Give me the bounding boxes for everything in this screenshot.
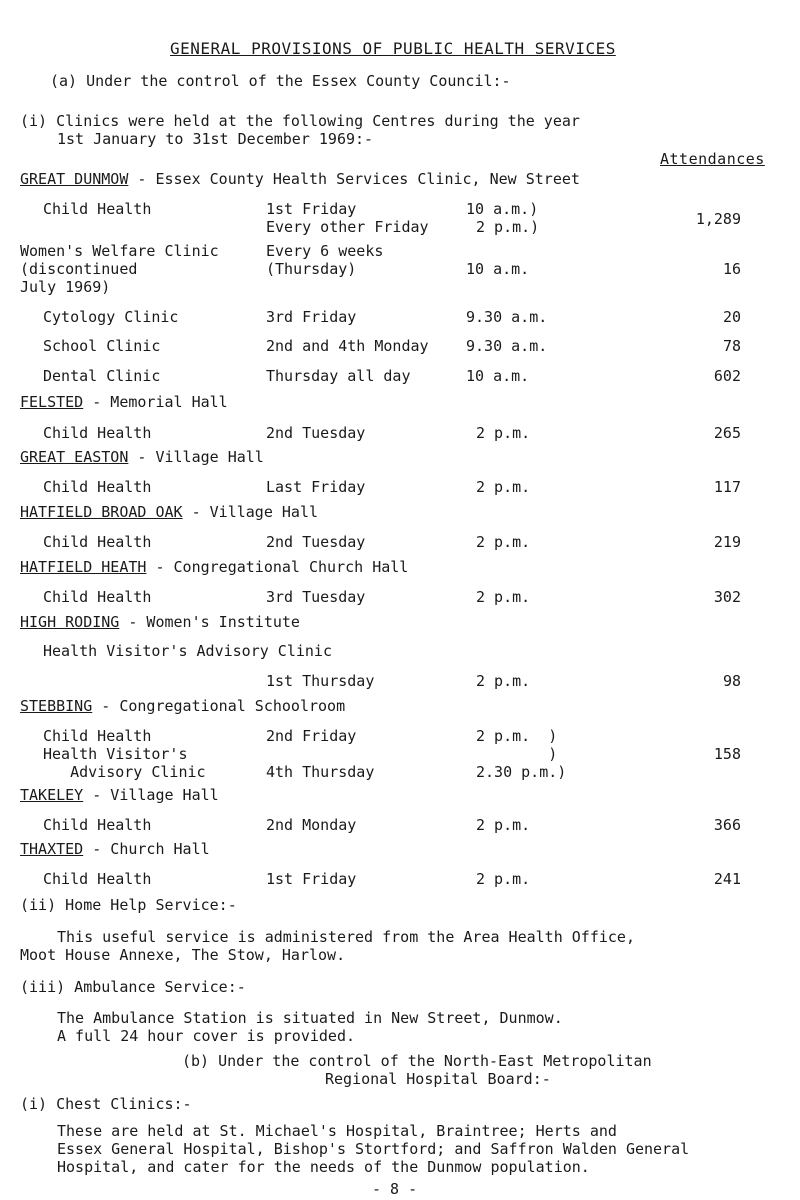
time-label: 2 p.m. xyxy=(476,533,531,551)
centre-place: FELSTED xyxy=(20,393,84,411)
ambulance-heading: (iii) Ambulance Service:- xyxy=(20,978,246,996)
day-label: (Thursday) xyxy=(266,260,357,278)
time-label: 9.30 a.m. xyxy=(466,308,548,326)
attendances-header: Attendances xyxy=(660,150,765,168)
time-label: ) xyxy=(476,745,558,763)
attendance-value: 20 xyxy=(722,308,741,326)
centre-heading xyxy=(20,503,318,521)
service-label: Child Health xyxy=(43,200,152,218)
service-label: Child Health xyxy=(43,727,152,745)
attendance-value: 302 xyxy=(713,588,741,606)
attendance-value: 98 xyxy=(722,672,741,690)
chest-clinics-heading: (i) Chest Clinics:- xyxy=(20,1095,192,1113)
centre-heading xyxy=(20,393,228,411)
day-label: 1st Friday xyxy=(266,200,357,218)
centre-venue: - Essex County Health Services Clinic, New Street xyxy=(128,170,580,188)
day-label: Thursday all day xyxy=(266,367,411,385)
chest-clinics-text-line-1: These are held at St. Michael's Hospital, Braintree; Herts and xyxy=(57,1122,617,1140)
service-label: School Clinic xyxy=(43,337,161,355)
day-label: 3rd Tuesday xyxy=(266,588,366,606)
time-label: 2 p.m. ) xyxy=(476,727,558,745)
day-label: 3rd Friday xyxy=(266,308,357,326)
attendance-value: 78 xyxy=(722,337,741,355)
attendance-value: 1,289 xyxy=(695,210,741,228)
attendance-value: 219 xyxy=(713,533,741,551)
time-label: 9.30 a.m. xyxy=(466,337,548,355)
service-label: Health Visitor's Advisory Clinic xyxy=(43,642,332,660)
clinics-intro-line-2: 1st January to 31st December 1969:- xyxy=(57,130,374,148)
centre-heading xyxy=(20,697,345,715)
service-label: July 1969) xyxy=(20,278,111,296)
centre-place: HIGH RODING xyxy=(20,613,120,631)
attendance-value: 265 xyxy=(713,424,741,442)
day-label: 2nd Monday xyxy=(266,816,357,834)
time-label: 2 p.m. xyxy=(476,588,531,606)
service-label: Child Health xyxy=(43,533,152,551)
time-label: 2.30 p.m.) xyxy=(476,763,567,781)
day-label: 2nd Tuesday xyxy=(266,533,366,551)
service-label: Child Health xyxy=(43,870,152,888)
day-label: 2nd Friday xyxy=(266,727,357,745)
centre-heading xyxy=(20,840,210,858)
attendance-value: 241 xyxy=(713,870,741,888)
day-label: 2nd and 4th Monday xyxy=(266,337,429,355)
time-label: 2 p.m. xyxy=(476,424,531,442)
centre-venue: - Memorial Hall xyxy=(83,393,228,411)
centre-place: STEBBING xyxy=(20,697,93,715)
centre-place: HATFIELD BROAD OAK xyxy=(20,503,183,521)
day-label: Every other Friday xyxy=(266,218,429,236)
service-label: Dental Clinic xyxy=(43,367,161,385)
centre-heading xyxy=(20,786,219,804)
ambulance-text-line-1: The Ambulance Station is situated in New Street, Dunmow. xyxy=(57,1009,563,1027)
centre-venue: - Congregational Schoolroom xyxy=(92,697,346,715)
chest-clinics-text-line-3: Hospital, and cater for the needs of the Dunmow population. xyxy=(57,1158,590,1176)
ambulance-text-line-2: A full 24 hour cover is provided. xyxy=(57,1027,356,1045)
attendance-value: 366 xyxy=(713,816,741,834)
day-label: 1st Thursday xyxy=(266,672,375,690)
day-label: Every 6 weeks xyxy=(266,242,384,260)
time-label: 2 p.m. xyxy=(476,870,531,888)
service-label: Child Health xyxy=(43,424,152,442)
service-label: Health Visitor's xyxy=(43,745,188,763)
time-label: 10 a.m.) xyxy=(466,200,539,218)
time-label: 10 a.m. xyxy=(466,260,530,278)
service-label: Child Health xyxy=(43,478,152,496)
time-label: 2 p.m. xyxy=(476,478,531,496)
section-b-line-1: (b) Under the control of the North-East Metropolitan xyxy=(182,1052,652,1070)
page-title: GENERAL PROVISIONS OF PUBLIC HEALTH SERVICES xyxy=(170,39,616,58)
section-b-line-2: Regional Hospital Board:- xyxy=(325,1070,551,1088)
centre-venue: - Women's Institute xyxy=(119,613,300,631)
attendance-value: 158 xyxy=(713,745,741,763)
chest-clinics-text-line-2: Essex General Hospital, Bishop's Stortford; and Saffron Walden General xyxy=(57,1140,690,1158)
attendance-value: 602 xyxy=(713,367,741,385)
centre-venue: - Village Hall xyxy=(182,503,319,521)
page-number: - 8 - xyxy=(372,1180,418,1198)
centre-venue: - Village Hall xyxy=(128,448,264,466)
home-help-heading: (ii) Home Help Service:- xyxy=(20,896,237,914)
day-label: 4th Thursday xyxy=(266,763,375,781)
time-label: 2 p.m.) xyxy=(476,218,540,236)
centre-heading xyxy=(20,613,300,631)
day-label: 1st Friday xyxy=(266,870,357,888)
time-label: 10 a.m. xyxy=(466,367,530,385)
service-label: (discontinued xyxy=(20,260,138,278)
attendance-value: 16 xyxy=(722,260,741,278)
day-label: 2nd Tuesday xyxy=(266,424,366,442)
clinics-intro-line-1: (i) Clinics were held at the following Centres during the year xyxy=(20,112,580,130)
day-label: Last Friday xyxy=(266,478,366,496)
centre-venue: - Congregational Church Hall xyxy=(146,558,409,576)
centre-place: GREAT EASTON xyxy=(20,448,129,466)
service-label: Women's Welfare Clinic xyxy=(20,242,219,260)
centre-heading xyxy=(20,558,408,576)
centre-place: HATFIELD HEATH xyxy=(20,558,147,576)
home-help-text-line-1: This useful service is administered from the Area Health Office, xyxy=(57,928,635,946)
centre-venue: - Village Hall xyxy=(83,786,219,804)
centre-place: GREAT DUNMOW xyxy=(20,170,129,188)
time-label: 2 p.m. xyxy=(476,816,531,834)
centre-place: THAXTED xyxy=(20,840,84,858)
service-label: Child Health xyxy=(43,588,152,606)
home-help-text-line-2: Moot House Annexe, The Stow, Harlow. xyxy=(20,946,346,964)
centre-heading xyxy=(20,170,580,188)
service-label: Advisory Clinic xyxy=(43,763,206,781)
service-label: Child Health xyxy=(43,816,152,834)
service-label: Cytology Clinic xyxy=(43,308,179,326)
section-a-heading: (a) Under the control of the Essex County Council:- xyxy=(50,72,511,90)
time-label: 2 p.m. xyxy=(476,672,531,690)
attendance-value: 117 xyxy=(713,478,741,496)
centre-venue: - Church Hall xyxy=(83,840,210,858)
centre-place: TAKELEY xyxy=(20,786,84,804)
centre-heading xyxy=(20,448,264,466)
